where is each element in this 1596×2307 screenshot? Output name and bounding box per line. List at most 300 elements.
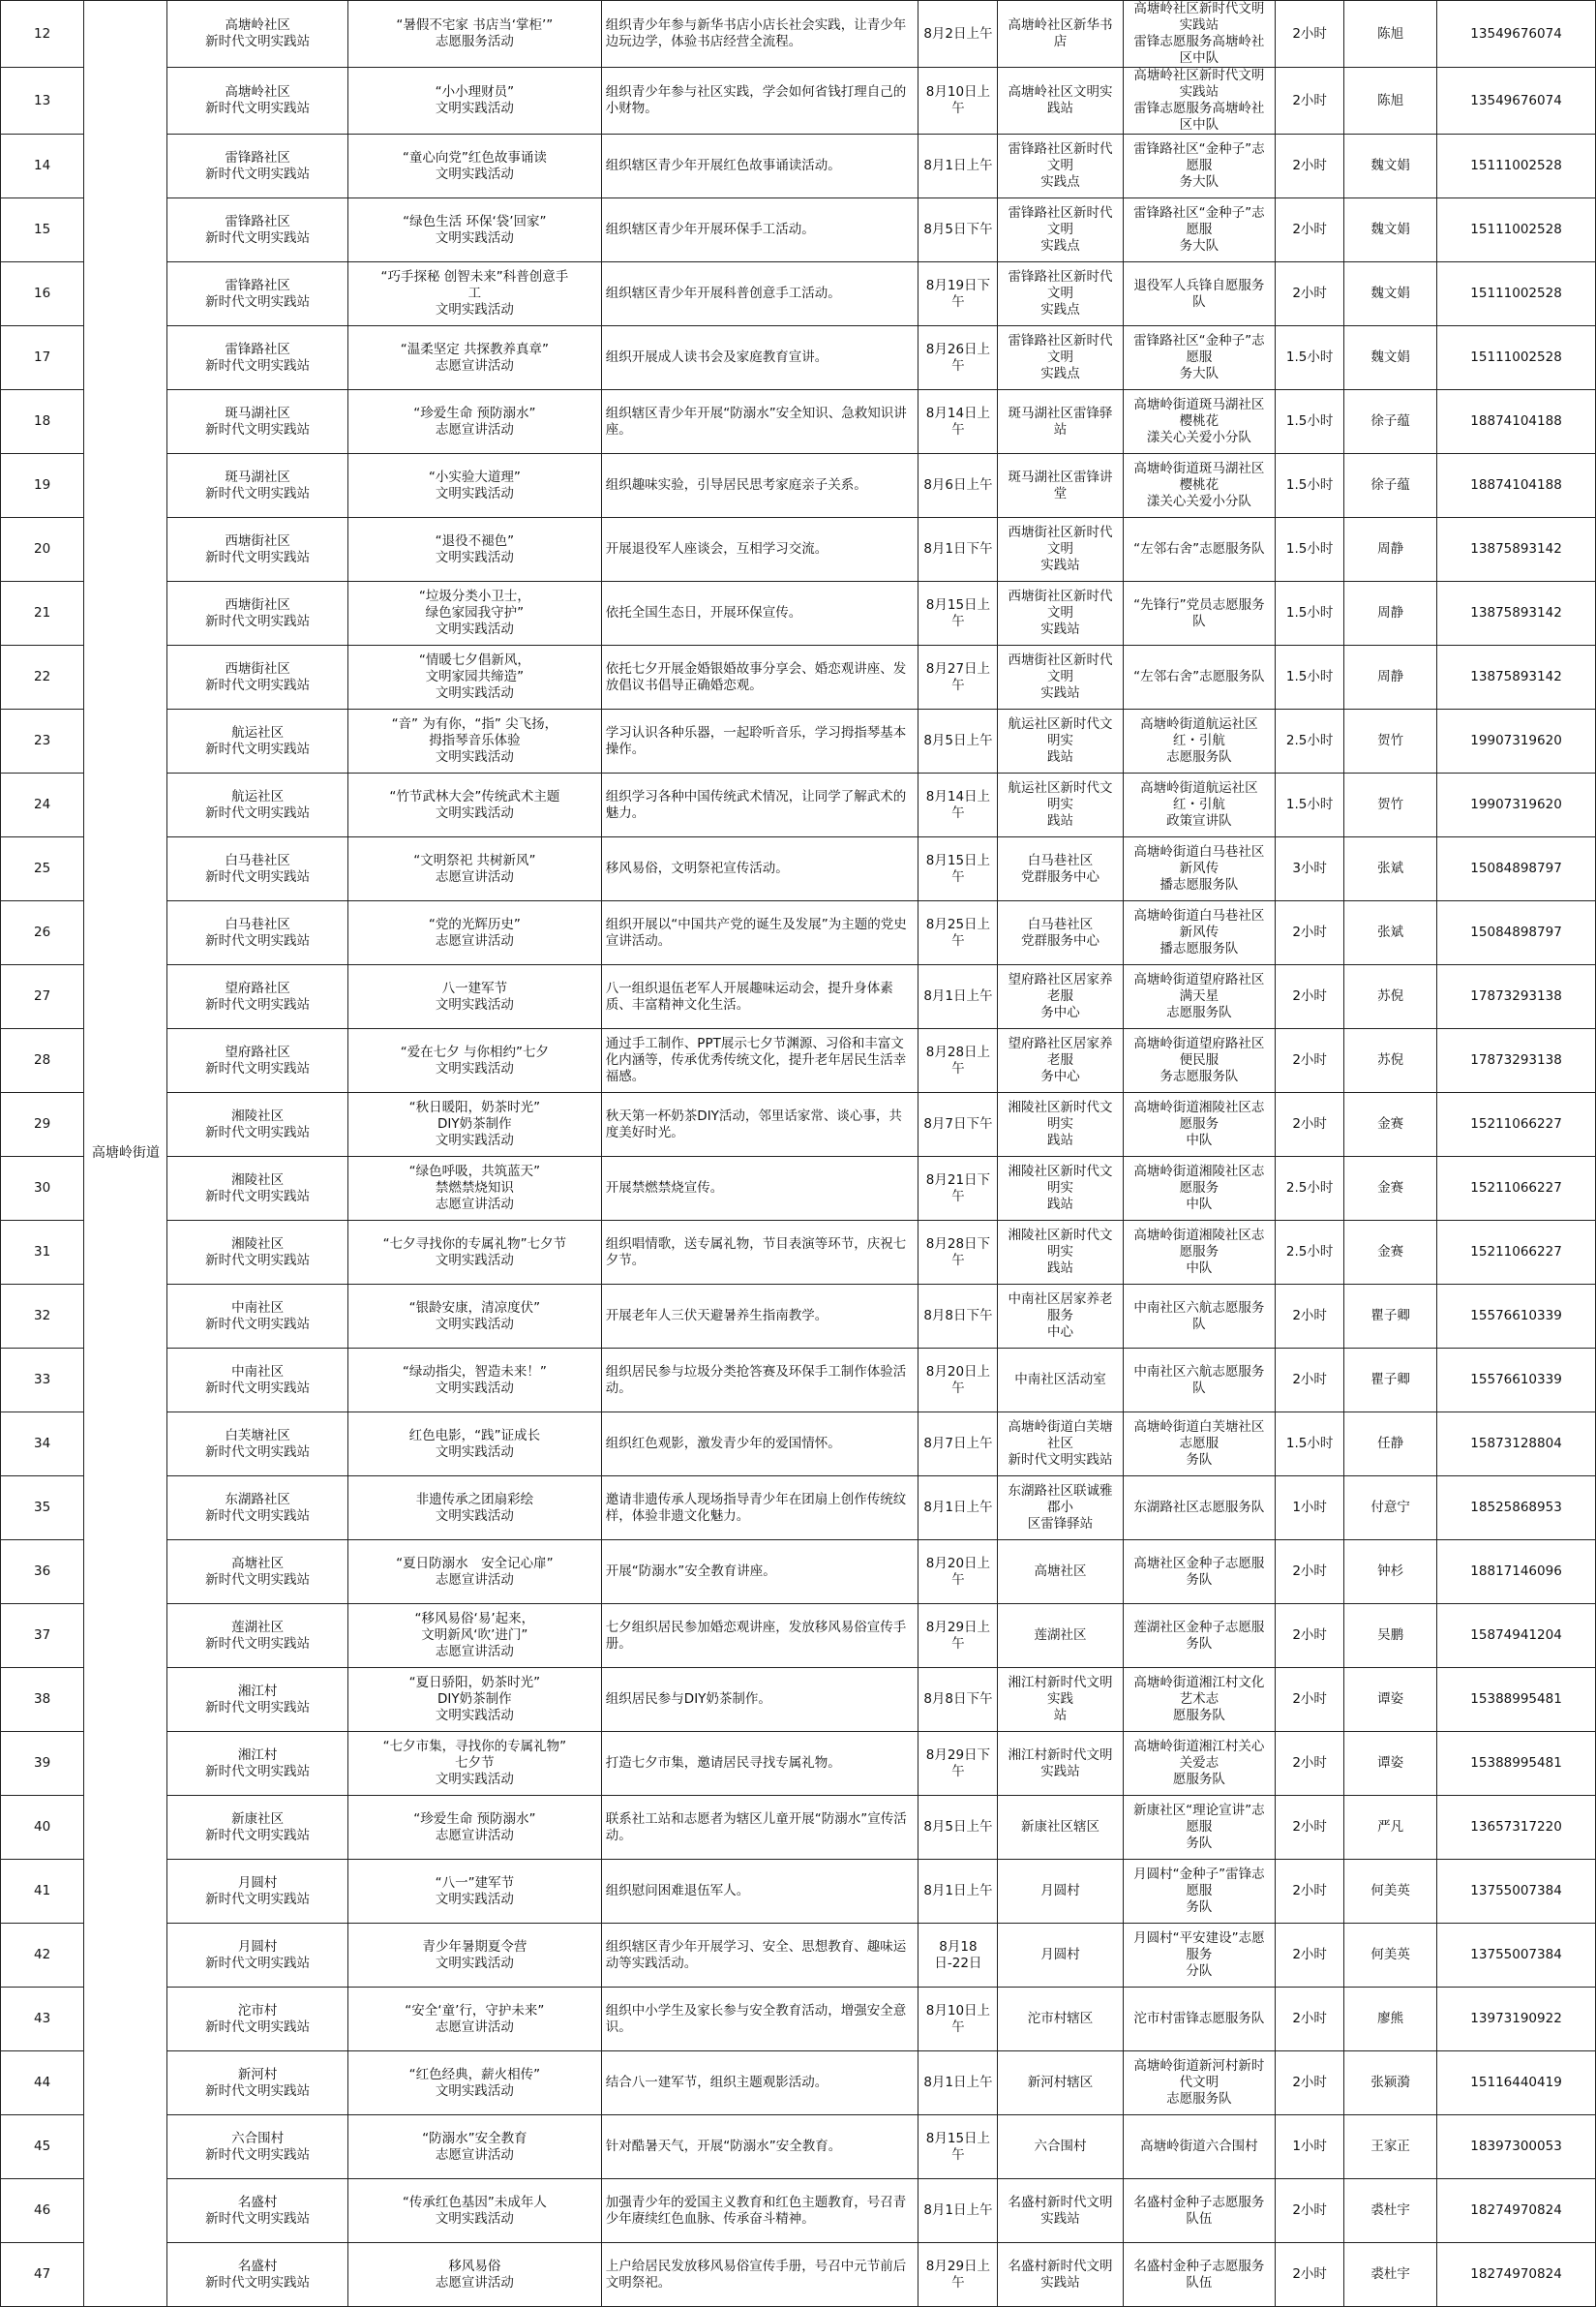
table-row — [1, 1221, 1596, 1285]
place-cell: 高塘岭街道白芙塘社区 新时代文明实践站 — [998, 1412, 1123, 1476]
time-cell: 8月15日上午 — [918, 582, 998, 646]
content-cell: 组织青少年参与新华书店小店长社会实践，让青少年边玩边学，体验书店经营全流程。 — [601, 1, 918, 68]
row-number: 27 — [1, 965, 84, 1029]
team-cell: 高塘岭街道白芙塘社区志愿服 务队 — [1123, 1412, 1275, 1476]
row-number: 25 — [1, 837, 84, 901]
time-cell: 8月7日下午 — [918, 1093, 998, 1157]
time-cell: 8月5日上午 — [918, 710, 998, 774]
place-cell: 湘陵社区新时代文明实 践站 — [998, 1157, 1123, 1221]
phone-cell: 15211066227 — [1437, 1093, 1596, 1157]
time-cell: 8月15日上午 — [918, 2115, 998, 2179]
duration-cell: 2小时 — [1276, 965, 1344, 1029]
place-cell: 斑马湖社区雷锋驿站 — [998, 390, 1123, 454]
station-cell: 雷锋路社区 新时代文明实践站 — [167, 326, 347, 390]
team-cell: 高塘岭街道望府路社区满天星 志愿服务队 — [1123, 965, 1275, 1029]
content-cell: 通过手工制作、PPT展示七夕节渊源、习俗和丰富文化内涵等，传承优秀传统文化，提升老年居民生活幸福感。 — [601, 1029, 918, 1093]
duration-cell: 1小时 — [1276, 2115, 1344, 2179]
activity-name-cell: “党的光辉历史” 志愿宣讲活动 — [347, 901, 601, 965]
activity-name-cell: “银龄安康，清凉度伏” 文明实践活动 — [347, 1285, 601, 1349]
table-row — [1, 1988, 1596, 2051]
team-cell: 新康社区“理论宣讲”志愿服 务队 — [1123, 1796, 1275, 1860]
team-cell: 名盛村金种子志愿服务队伍 — [1123, 2243, 1275, 2307]
station-cell: 月圆村 新时代文明实践站 — [167, 1860, 347, 1924]
contact-cell: 张斌 — [1344, 901, 1437, 965]
station-cell: 斑马湖社区 新时代文明实践站 — [167, 390, 347, 454]
table-row — [1, 2243, 1596, 2307]
station-cell: 西塘街社区 新时代文明实践站 — [167, 646, 347, 710]
table-row — [1, 774, 1596, 837]
table-row — [1, 1412, 1596, 1476]
row-number: 45 — [1, 2115, 84, 2179]
team-cell: 高塘岭街道斑马湖社区樱桃花 漾关心关爱小分队 — [1123, 390, 1275, 454]
place-cell: 湘陵社区新时代文明实 践站 — [998, 1093, 1123, 1157]
team-cell: 雷锋路社区“金种子”志愿服 务大队 — [1123, 326, 1275, 390]
time-cell: 8月14日上午 — [918, 390, 998, 454]
station-cell: 名盛村 新时代文明实践站 — [167, 2243, 347, 2307]
contact-cell: 魏文娟 — [1344, 326, 1437, 390]
place-cell: 湘陵社区新时代文明实 践站 — [998, 1221, 1123, 1285]
place-cell: 高塘社区 — [998, 1540, 1123, 1604]
table-row — [1, 1604, 1596, 1668]
activity-name-cell: 移风易俗 志愿宣讲活动 — [347, 2243, 601, 2307]
contact-cell: 金赛 — [1344, 1221, 1437, 1285]
table-row — [1, 1476, 1596, 1540]
row-number: 31 — [1, 1221, 84, 1285]
place-cell: 新河村辖区 — [998, 2051, 1123, 2115]
row-number: 19 — [1, 454, 84, 518]
phone-cell: 15111002528 — [1437, 326, 1596, 390]
duration-cell: 2小时 — [1276, 68, 1344, 135]
place-cell: 月圆村 — [998, 1924, 1123, 1988]
contact-cell: 瞿子卿 — [1344, 1285, 1437, 1349]
table-row — [1, 1732, 1596, 1796]
station-cell: 航运社区 新时代文明实践站 — [167, 774, 347, 837]
phone-cell: 13875893142 — [1437, 646, 1596, 710]
street-cell: 高塘岭街道 — [84, 1, 167, 2307]
time-cell: 8月25日上午 — [918, 901, 998, 965]
station-cell: 中南社区 新时代文明实践站 — [167, 1349, 347, 1412]
place-cell: 名盛村新时代文明 实践站 — [998, 2243, 1123, 2307]
phone-cell: 15211066227 — [1437, 1221, 1596, 1285]
contact-cell: 金赛 — [1344, 1093, 1437, 1157]
content-cell: 秋天第一杯奶茶DIY活动，邻里话家常、谈心事，共度美好时光。 — [601, 1093, 918, 1157]
station-cell: 名盛村 新时代文明实践站 — [167, 2179, 347, 2243]
place-cell: 西塘街社区新时代文明 实践站 — [998, 646, 1123, 710]
team-cell: “左邻右舍”志愿服务队 — [1123, 518, 1275, 582]
activity-name-cell: “七夕寻找你的专属礼物”七夕节 文明实践活动 — [347, 1221, 601, 1285]
team-cell: 中南社区六航志愿服务队 — [1123, 1349, 1275, 1412]
content-cell: 组织辖区青少年开展学习、安全、思想教育、趣味运动等实践活动。 — [601, 1924, 918, 1988]
time-cell: 8月28日上午 — [918, 1029, 998, 1093]
row-number: 21 — [1, 582, 84, 646]
table-row — [1, 1093, 1596, 1157]
station-cell: 湘江村 新时代文明实践站 — [167, 1732, 347, 1796]
activity-name-cell: “传承红色基因”未成年人 文明实践活动 — [347, 2179, 601, 2243]
time-cell: 8月21日下午 — [918, 1157, 998, 1221]
row-number: 41 — [1, 1860, 84, 1924]
row-number: 20 — [1, 518, 84, 582]
content-cell: 组织开展以“中国共产党的诞生及发展”为主题的党史宣讲活动。 — [601, 901, 918, 965]
contact-cell: 严凡 — [1344, 1796, 1437, 1860]
contact-cell: 何美英 — [1344, 1860, 1437, 1924]
duration-cell: 2小时 — [1276, 1988, 1344, 2051]
content-cell: 上户给居民发放移风易俗宣传手册，号召中元节前后文明祭祀。 — [601, 2243, 918, 2307]
place-cell: 东湖路社区联诚雅郡小 区雷锋驿站 — [998, 1476, 1123, 1540]
phone-cell: 15116440419 — [1437, 2051, 1596, 2115]
content-cell: 组织居民参与DIY奶茶制作。 — [601, 1668, 918, 1732]
contact-cell: 张斌 — [1344, 837, 1437, 901]
duration-cell: 2小时 — [1276, 1924, 1344, 1988]
contact-cell: 魏文娟 — [1344, 262, 1437, 326]
row-number: 23 — [1, 710, 84, 774]
table-row — [1, 1285, 1596, 1349]
row-number: 22 — [1, 646, 84, 710]
station-cell: 高塘岭社区 新时代文明实践站 — [167, 1, 347, 68]
table-row — [1, 1924, 1596, 1988]
time-cell: 8月1日上午 — [918, 965, 998, 1029]
row-number: 34 — [1, 1412, 84, 1476]
content-cell: 开展退役军人座谈会，互相学习交流。 — [601, 518, 918, 582]
row-number: 15 — [1, 198, 84, 262]
contact-cell: 裘杜宇 — [1344, 2179, 1437, 2243]
table-row — [1, 1349, 1596, 1412]
content-cell: 组织辖区青少年开展科普创意手工活动。 — [601, 262, 918, 326]
contact-cell: 陈旭 — [1344, 1, 1437, 68]
station-cell: 湘陵社区 新时代文明实践站 — [167, 1093, 347, 1157]
duration-cell: 2小时 — [1276, 262, 1344, 326]
duration-cell: 2.5小时 — [1276, 710, 1344, 774]
activity-name-cell: “移风易俗‘易’起来， 文明新风‘吹’进门” 志愿宣讲活动 — [347, 1604, 601, 1668]
table-row — [1, 2179, 1596, 2243]
row-number: 28 — [1, 1029, 84, 1093]
station-cell: 高塘岭社区 新时代文明实践站 — [167, 68, 347, 135]
place-cell: 莲湖社区 — [998, 1604, 1123, 1668]
time-cell: 8月1日下午 — [918, 518, 998, 582]
station-cell: 西塘街社区 新时代文明实践站 — [167, 518, 347, 582]
activity-name-cell: “文明祭祀 共树新风” 志愿宣讲活动 — [347, 837, 601, 901]
phone-cell: 19907319620 — [1437, 774, 1596, 837]
contact-cell: 裘杜宇 — [1344, 2243, 1437, 2307]
activity-name-cell: “防溺水”安全教育 志愿宣讲活动 — [347, 2115, 601, 2179]
duration-cell: 2.5小时 — [1276, 1157, 1344, 1221]
place-cell: 高塘岭社区新华书店 — [998, 1, 1123, 68]
team-cell: “左邻右舍”志愿服务队 — [1123, 646, 1275, 710]
table-row — [1, 646, 1596, 710]
duration-cell: 2小时 — [1276, 1540, 1344, 1604]
activity-name-cell: “夏日骄阳，奶茶时光” DIY奶茶制作 文明实践活动 — [347, 1668, 601, 1732]
content-cell: 组织辖区青少年开展“防溺水”安全知识、急救知识讲座。 — [601, 390, 918, 454]
contact-cell: 苏倪 — [1344, 1029, 1437, 1093]
content-cell: 组织青少年参与社区实践，学会如何省钱打理自己的小财物。 — [601, 68, 918, 135]
phone-cell: 18274970824 — [1437, 2243, 1596, 2307]
duration-cell: 2小时 — [1276, 198, 1344, 262]
phone-cell: 15084898797 — [1437, 837, 1596, 901]
team-cell: 月圆村“金种子”雷锋志愿服 务队 — [1123, 1860, 1275, 1924]
station-cell: 东湖路社区 新时代文明实践站 — [167, 1476, 347, 1540]
table-row — [1, 135, 1596, 198]
team-cell: 高塘社区金种子志愿服务队 — [1123, 1540, 1275, 1604]
row-number: 26 — [1, 901, 84, 965]
table-row — [1, 837, 1596, 901]
time-cell: 8月8日下午 — [918, 1668, 998, 1732]
station-cell: 高塘社区 新时代文明实践站 — [167, 1540, 347, 1604]
duration-cell: 1.5小时 — [1276, 518, 1344, 582]
place-cell: 六合围村 — [998, 2115, 1123, 2179]
place-cell: 西塘街社区新时代文明 实践站 — [998, 582, 1123, 646]
duration-cell: 2小时 — [1276, 135, 1344, 198]
time-cell: 8月8日下午 — [918, 1285, 998, 1349]
team-cell: 莲湖社区金种子志愿服务队 — [1123, 1604, 1275, 1668]
duration-cell: 1.5小时 — [1276, 454, 1344, 518]
row-number: 40 — [1, 1796, 84, 1860]
table-row — [1, 1, 1596, 68]
duration-cell: 2小时 — [1276, 1732, 1344, 1796]
time-cell: 8月26日上午 — [918, 326, 998, 390]
contact-cell: 徐子蕴 — [1344, 390, 1437, 454]
table-row — [1, 454, 1596, 518]
station-cell: 月圆村 新时代文明实践站 — [167, 1924, 347, 1988]
content-cell: 针对酷暑天气，开展“防溺水”安全教育。 — [601, 2115, 918, 2179]
content-cell: 加强青少年的爱国主义教育和红色主题教育，号召青少年赓续红色血脉、传承奋斗精神。 — [601, 2179, 918, 2243]
team-cell: 高塘岭街道六合围村 — [1123, 2115, 1275, 2179]
duration-cell: 1.5小时 — [1276, 774, 1344, 837]
duration-cell: 2小时 — [1276, 901, 1344, 965]
time-cell: 8月10日上午 — [918, 1988, 998, 2051]
duration-cell: 1小时 — [1276, 1476, 1344, 1540]
phone-cell: 15084898797 — [1437, 901, 1596, 965]
activity-name-cell: “小实验大道理” 文明实践活动 — [347, 454, 601, 518]
time-cell: 8月29日下午 — [918, 1732, 998, 1796]
content-cell: 开展禁燃禁烧宣传。 — [601, 1157, 918, 1221]
time-cell: 8月5日上午 — [918, 1796, 998, 1860]
team-cell: 高塘岭街道望府路社区便民服 务志愿服务队 — [1123, 1029, 1275, 1093]
duration-cell: 2小时 — [1276, 1029, 1344, 1093]
team-cell: 月圆村“平安建设”志愿服务 分队 — [1123, 1924, 1275, 1988]
table-row — [1, 582, 1596, 646]
duration-cell: 2小时 — [1276, 2243, 1344, 2307]
activity-table-body — [1, 1, 1596, 2307]
table-row — [1, 198, 1596, 262]
time-cell: 8月2日上午 — [918, 1, 998, 68]
phone-cell: 18274970824 — [1437, 2179, 1596, 2243]
time-cell: 8月28日下午 — [918, 1221, 998, 1285]
activity-name-cell: “巧手探秘 创智未来”科普创意手 工 文明实践活动 — [347, 262, 601, 326]
table-row — [1, 1540, 1596, 1604]
table-row — [1, 901, 1596, 965]
contact-cell: 金赛 — [1344, 1157, 1437, 1221]
activity-name-cell: 青少年暑期夏令营 文明实践活动 — [347, 1924, 601, 1988]
activity-name-cell: “夏日防溺水 安全记心扉” 志愿宣讲活动 — [347, 1540, 601, 1604]
duration-cell: 1.5小时 — [1276, 390, 1344, 454]
contact-cell: 付意宁 — [1344, 1476, 1437, 1540]
phone-cell: 13755007384 — [1437, 1860, 1596, 1924]
activity-name-cell: “秋日暖阳，奶茶时光” DIY奶茶制作 文明实践活动 — [347, 1093, 601, 1157]
table-row — [1, 68, 1596, 135]
activity-name-cell: “情暖七夕倡新风， 文明家园共缔造” 文明实践活动 — [347, 646, 601, 710]
time-cell: 8月29日上午 — [918, 2243, 998, 2307]
team-cell: 高塘岭街道航运社区红・引航 政策宣讲队 — [1123, 774, 1275, 837]
phone-cell: 13755007384 — [1437, 1924, 1596, 1988]
contact-cell: 陈旭 — [1344, 68, 1437, 135]
duration-cell: 2小时 — [1276, 1, 1344, 68]
row-number: 30 — [1, 1157, 84, 1221]
contact-cell: 张颍漪 — [1344, 2051, 1437, 2115]
time-cell: 8月1日上午 — [918, 2179, 998, 2243]
phone-cell: 15211066227 — [1437, 1157, 1596, 1221]
contact-cell: 钟杉 — [1344, 1540, 1437, 1604]
content-cell: 学习认识各种乐器，一起聆听音乐，学习拇指琴基本操作。 — [601, 710, 918, 774]
place-cell: 斑马湖社区雷锋讲堂 — [998, 454, 1123, 518]
place-cell: 月圆村 — [998, 1860, 1123, 1924]
place-cell: 沱市村辖区 — [998, 1988, 1123, 2051]
place-cell: 湘江村新时代文明实践 站 — [998, 1668, 1123, 1732]
table-row — [1, 1029, 1596, 1093]
place-cell: 望府路社区居家养老服 务中心 — [998, 1029, 1123, 1093]
content-cell: 打造七夕市集，邀请居民寻找专属礼物。 — [601, 1732, 918, 1796]
content-cell: 八一组织退伍老军人开展趣味运动会，提升身体素质、丰富精神文化生活。 — [601, 965, 918, 1029]
row-number: 13 — [1, 68, 84, 135]
row-number: 35 — [1, 1476, 84, 1540]
time-cell: 8月1日上午 — [918, 1476, 998, 1540]
table-row — [1, 2115, 1596, 2179]
phone-cell: 15576610339 — [1437, 1285, 1596, 1349]
team-cell: 雷锋路社区“金种子”志愿服 务大队 — [1123, 135, 1275, 198]
table-row — [1, 326, 1596, 390]
contact-cell: 周静 — [1344, 646, 1437, 710]
team-cell: 高塘岭街道斑马湖社区樱桃花 漾关心关爱小分队 — [1123, 454, 1275, 518]
phone-cell: 15576610339 — [1437, 1349, 1596, 1412]
time-cell: 8月15日上午 — [918, 837, 998, 901]
row-number: 16 — [1, 262, 84, 326]
row-number: 39 — [1, 1732, 84, 1796]
activity-name-cell: 红色电影，“践”证成长 文明实践活动 — [347, 1412, 601, 1476]
station-cell: 六合围村 新时代文明实践站 — [167, 2115, 347, 2179]
activity-name-cell: “爱在七夕 与你相约”七夕 文明实践活动 — [347, 1029, 601, 1093]
place-cell: 高塘岭社区文明实践站 — [998, 68, 1123, 135]
content-cell: 移风易俗，文明祭祀宣传活动。 — [601, 837, 918, 901]
activity-name-cell: “珍爱生命 预防溺水” 志愿宣讲活动 — [347, 390, 601, 454]
team-cell: 中南社区六航志愿服务队 — [1123, 1285, 1275, 1349]
time-cell: 8月5日下午 — [918, 198, 998, 262]
duration-cell: 1.5小时 — [1276, 646, 1344, 710]
station-cell: 白马巷社区 新时代文明实践站 — [167, 837, 347, 901]
team-cell: 东湖路社区志愿服务队 — [1123, 1476, 1275, 1540]
station-cell: 雷锋路社区 新时代文明实践站 — [167, 262, 347, 326]
time-cell: 8月14日上午 — [918, 774, 998, 837]
contact-cell: 何美英 — [1344, 1924, 1437, 1988]
contact-cell: 谭姿 — [1344, 1668, 1437, 1732]
content-cell: 组织红色观影，激发青少年的爱国情怀。 — [601, 1412, 918, 1476]
time-cell: 8月18日-22日 — [918, 1924, 998, 1988]
table-row — [1, 1860, 1596, 1924]
team-cell: 高塘岭街道白马巷社区新风传 播志愿服务队 — [1123, 901, 1275, 965]
time-cell: 8月1日上午 — [918, 1860, 998, 1924]
row-number: 33 — [1, 1349, 84, 1412]
activity-name-cell: “垃圾分类小卫士， 绿色家园我守护” 文明实践活动 — [347, 582, 601, 646]
contact-cell: 王家正 — [1344, 2115, 1437, 2179]
content-cell: 开展老年人三伏天避暑养生指南教学。 — [601, 1285, 918, 1349]
activity-name-cell: “温柔坚定 共探教养真章” 志愿宣讲活动 — [347, 326, 601, 390]
duration-cell: 2小时 — [1276, 1349, 1344, 1412]
team-cell: 高塘岭街道湘陵社区志愿服务 中队 — [1123, 1157, 1275, 1221]
content-cell: 组织学习各种中国传统武术情况，让同学了解武术的魅力。 — [601, 774, 918, 837]
duration-cell: 2小时 — [1276, 1860, 1344, 1924]
phone-cell: 15388995481 — [1437, 1732, 1596, 1796]
team-cell: “先锋行”党员志愿服务队 — [1123, 582, 1275, 646]
activity-name-cell: “八一”建军节 文明实践活动 — [347, 1860, 601, 1924]
content-cell: 依托七夕开展金婚银婚故事分享会、婚恋观讲座、发放倡议书倡导正确婚恋观。 — [601, 646, 918, 710]
content-cell: 开展“防溺水”安全教育讲座。 — [601, 1540, 918, 1604]
row-number: 42 — [1, 1924, 84, 1988]
station-cell: 中南社区 新时代文明实践站 — [167, 1285, 347, 1349]
duration-cell: 2小时 — [1276, 1796, 1344, 1860]
team-cell: 沱市村雷锋志愿服务队 — [1123, 1988, 1275, 2051]
activity-name-cell: “童心向党”红色故事诵读 文明实践活动 — [347, 135, 601, 198]
row-number: 14 — [1, 135, 84, 198]
activity-name-cell: “安全‘童’行，守护未来” 志愿宣讲活动 — [347, 1988, 601, 2051]
activity-name-cell: “珍爱生命 预防溺水” 志愿宣讲活动 — [347, 1796, 601, 1860]
table-row — [1, 518, 1596, 582]
contact-cell: 谭姿 — [1344, 1732, 1437, 1796]
phone-cell: 13549676074 — [1437, 68, 1596, 135]
station-cell: 湘陵社区 新时代文明实践站 — [167, 1157, 347, 1221]
station-cell: 雷锋路社区 新时代文明实践站 — [167, 198, 347, 262]
duration-cell: 2.5小时 — [1276, 1221, 1344, 1285]
phone-cell: 17873293138 — [1437, 1029, 1596, 1093]
station-cell: 湘江村 新时代文明实践站 — [167, 1668, 347, 1732]
contact-cell: 吴鹏 — [1344, 1604, 1437, 1668]
phone-cell: 18397300053 — [1437, 2115, 1596, 2179]
contact-cell: 周静 — [1344, 518, 1437, 582]
content-cell: 组织唱情歌，送专属礼物，节目表演等环节，庆祝七夕节。 — [601, 1221, 918, 1285]
table-row — [1, 1668, 1596, 1732]
content-cell: 七夕组织居民参加婚恋观讲座，发放移风易俗宣传手册。 — [601, 1604, 918, 1668]
contact-cell: 瞿子卿 — [1344, 1349, 1437, 1412]
station-cell: 雷锋路社区 新时代文明实践站 — [167, 135, 347, 198]
place-cell: 新康社区辖区 — [998, 1796, 1123, 1860]
contact-cell: 徐子蕴 — [1344, 454, 1437, 518]
time-cell: 8月20日上午 — [918, 1540, 998, 1604]
station-cell: 白芙塘社区 新时代文明实践站 — [167, 1412, 347, 1476]
duration-cell: 3小时 — [1276, 837, 1344, 901]
activity-name-cell: 非遗传承之团扇彩绘 文明实践活动 — [347, 1476, 601, 1540]
place-cell: 西塘街社区新时代文明 实践站 — [998, 518, 1123, 582]
time-cell: 8月6日上午 — [918, 454, 998, 518]
phone-cell: 15111002528 — [1437, 135, 1596, 198]
table-row — [1, 1796, 1596, 1860]
row-number: 44 — [1, 2051, 84, 2115]
table-row — [1, 390, 1596, 454]
row-number: 43 — [1, 1988, 84, 2051]
phone-cell: 13549676074 — [1437, 1, 1596, 68]
row-number: 12 — [1, 1, 84, 68]
phone-cell: 15111002528 — [1437, 198, 1596, 262]
row-number: 37 — [1, 1604, 84, 1668]
time-cell: 8月1日上午 — [918, 2051, 998, 2115]
activity-name-cell: “绿色生活 环保‘袋’回家” 文明实践活动 — [347, 198, 601, 262]
contact-cell: 周静 — [1344, 582, 1437, 646]
table-row — [1, 710, 1596, 774]
team-cell: 高塘岭街道湘江村文化艺术志 愿服务队 — [1123, 1668, 1275, 1732]
place-cell: 航运社区新时代文明实 践站 — [998, 774, 1123, 837]
table-row — [1, 262, 1596, 326]
place-cell: 名盛村新时代文明 实践站 — [998, 2179, 1123, 2243]
place-cell: 中南社区居家养老服务 中心 — [998, 1285, 1123, 1349]
duration-cell: 1.5小时 — [1276, 582, 1344, 646]
phone-cell: 13657317220 — [1437, 1796, 1596, 1860]
team-cell: 高塘岭街道航运社区红・引航 志愿服务队 — [1123, 710, 1275, 774]
content-cell: 联系社工站和志愿者为辖区儿童开展“防溺水”宣传活动。 — [601, 1796, 918, 1860]
